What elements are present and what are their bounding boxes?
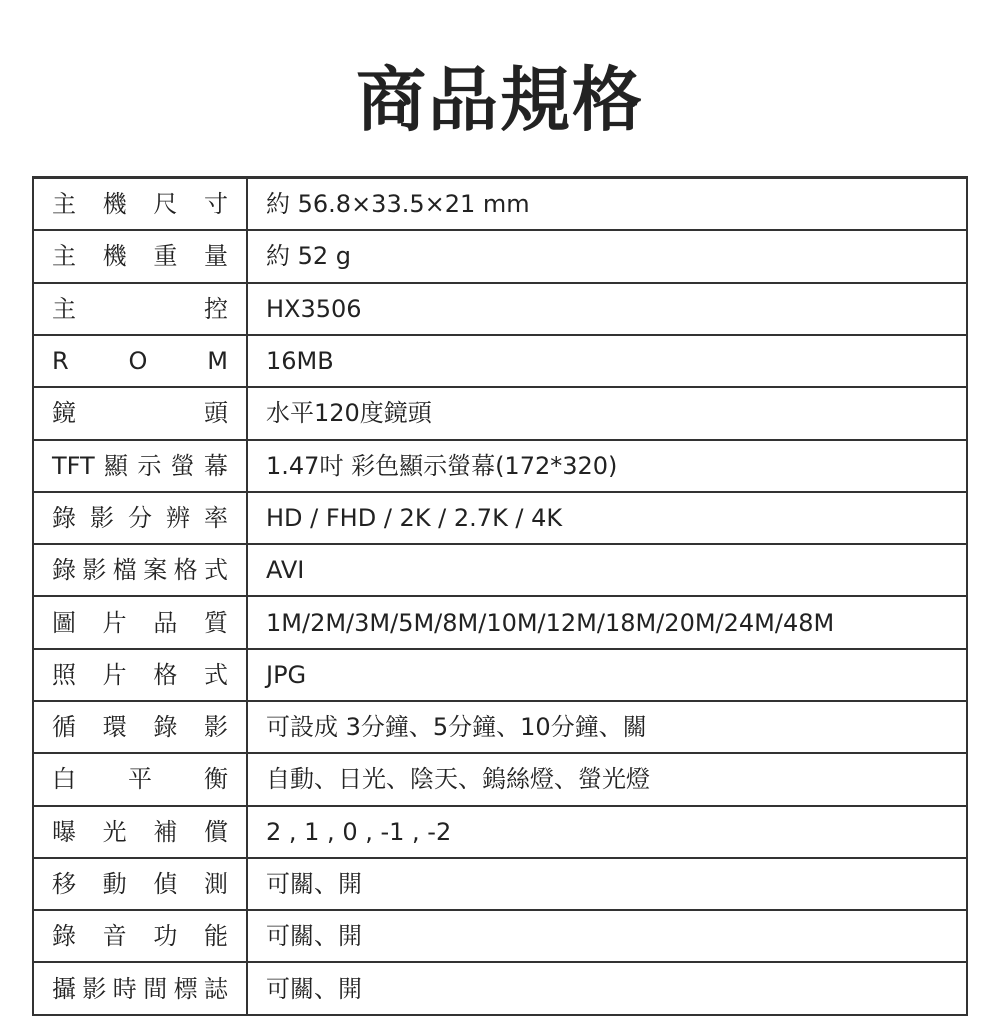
spec-label: 鏡 頭 [33,387,247,439]
spec-label: R O M [33,335,247,387]
table-row [33,753,967,805]
spec-label: 白 平 衡 [33,753,247,805]
table-row [33,387,967,439]
spec-value: HX3506 [247,283,967,335]
spec-value: 約 52 g [247,230,967,282]
table-row [33,701,967,753]
spec-label: 移 動 偵 測 [33,858,247,910]
table-row [33,544,967,596]
table-row [33,649,967,701]
spec-value: 2 , 1 , 0 , -1 , -2 [247,806,967,858]
spec-label: TFT顯示螢幕 [33,440,247,492]
table-row [33,910,967,962]
spec-label: 錄影檔案格式 [33,544,247,596]
spec-value: AVI [247,544,967,596]
page-title: 商品規格 [356,59,644,141]
spec-label: 循 環 錄 影 [33,701,247,753]
spec-value: 可關、開 [247,858,967,910]
table-row [33,962,967,1015]
table-row [33,858,967,910]
table-row [33,230,967,282]
spec-label: 主 控 [33,283,247,335]
table-row [33,492,967,544]
spec-value: 可關、開 [247,962,967,1015]
spec-label: 曝 光 補 償 [33,806,247,858]
spec-label: 錄 音 功 能 [33,910,247,962]
spec-label: 主 機 尺 寸 [33,178,247,231]
spec-value: 16MB [247,335,967,387]
spec-label: 主 機 重 量 [33,230,247,282]
spec-label: 攝影時間標誌 [33,962,247,1015]
spec-label: 圖 片 品 質 [33,596,247,648]
spec-table [32,176,968,1016]
spec-label: 錄 影 分 辨 率 [33,492,247,544]
spec-value: 約 56.8×33.5×21 mm [247,178,967,231]
spec-value: JPG [247,649,967,701]
spec-value: 1M/2M/3M/5M/8M/10M/12M/18M/20M/24M/48M [247,596,967,648]
table-row [33,283,967,335]
table-row [33,806,967,858]
table-row [33,335,967,387]
spec-label: 照 片 格 式 [33,649,247,701]
table-row [33,178,967,231]
spec-value: HD / FHD / 2K / 2.7K / 4K [247,492,967,544]
spec-value: 1.47吋 彩色顯示螢幕(172*320) [247,440,967,492]
spec-value: 可關、開 [247,910,967,962]
spec-value: 水平120度鏡頭 [247,387,967,439]
spec-value: 自動、日光、陰天、鎢絲燈、螢光燈 [247,753,967,805]
table-row [33,440,967,492]
table-row [33,596,967,648]
spec-value: 可設成 3分鐘、5分鐘、10分鐘、關 [247,701,967,753]
